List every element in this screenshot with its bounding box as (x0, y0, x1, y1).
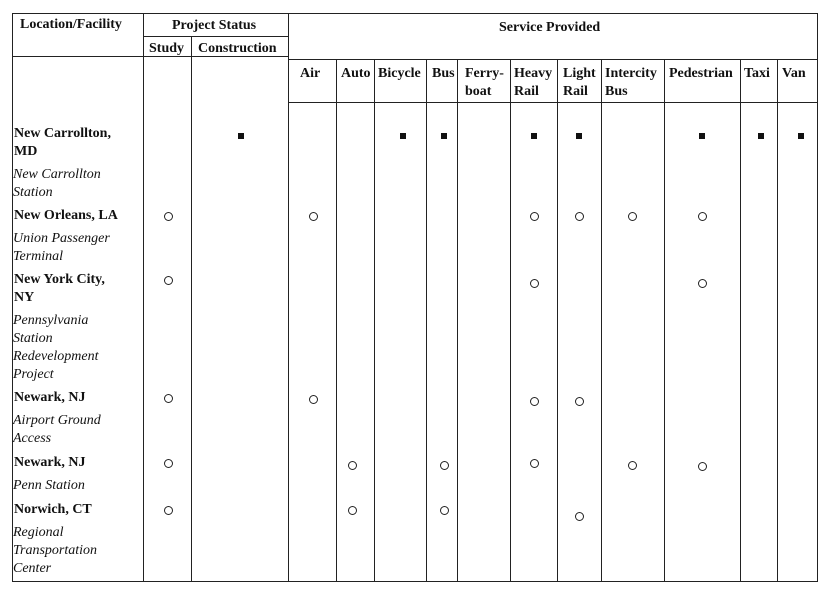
service-marker-bus (440, 506, 449, 515)
facility-name: Access (13, 431, 52, 446)
study-marker (164, 276, 173, 285)
facility-name: Station (13, 185, 53, 200)
construction-marker (238, 133, 244, 139)
service-marker-bus (441, 133, 447, 139)
facility-name: Center (13, 561, 52, 576)
service-marker-light-rail (576, 133, 582, 139)
facility-name: Pennsylvania (13, 313, 89, 328)
location-name: MD (14, 144, 38, 159)
service-header-van-line1: Van (782, 66, 806, 81)
location-name: New York City, (14, 272, 105, 287)
location-name: New Carrollton, (14, 126, 111, 141)
facility-name: Station (13, 331, 53, 346)
service-marker-pedestrian (699, 133, 705, 139)
service-header-ferry-boat-line1: Ferry- (465, 66, 504, 81)
service-marker-bus (440, 461, 449, 470)
service-marker-heavy-rail (530, 212, 539, 221)
service-marker-bicycle (400, 133, 406, 139)
service-header-light-rail-line1: Light (563, 66, 596, 81)
header-location: Location/Facility (20, 17, 122, 32)
service-marker-heavy-rail (530, 459, 539, 468)
facility-name: Redevelopment (13, 349, 99, 364)
location-name: Newark, NJ (14, 390, 86, 405)
service-header-bus-line1: Bus (432, 66, 455, 81)
facility-name: Airport Ground (13, 413, 101, 428)
service-header-intercity-bus-line2: Bus (605, 84, 628, 99)
service-header-heavy-rail-line2: Rail (514, 84, 539, 99)
header-service-provided: Service Provided (499, 20, 601, 35)
facility-name: Transportation (13, 543, 98, 558)
service-marker-auto (348, 506, 357, 515)
study-marker (164, 459, 173, 468)
header-project-status: Project Status (172, 18, 257, 33)
service-header-taxi-line1: Taxi (744, 66, 770, 81)
study-marker (164, 506, 173, 515)
header-construction: Construction (198, 41, 277, 56)
service-marker-taxi (758, 133, 764, 139)
location-name: Norwich, CT (14, 502, 92, 517)
service-marker-pedestrian (698, 462, 707, 471)
study-marker (164, 394, 173, 403)
service-header-air-line1: Air (300, 66, 321, 81)
facility-name: New Carrollton (13, 167, 101, 182)
service-marker-intercity-bus (628, 212, 637, 221)
service-marker-intercity-bus (628, 461, 637, 470)
service-marker-pedestrian (698, 279, 707, 288)
service-marker-heavy-rail (530, 279, 539, 288)
service-marker-light-rail (575, 212, 584, 221)
service-header-heavy-rail-line1: Heavy (514, 66, 553, 81)
facility-name: Penn Station (13, 478, 85, 493)
service-marker-heavy-rail (530, 397, 539, 406)
location-name: New Orleans, LA (14, 208, 118, 223)
location-name: NY (14, 290, 35, 305)
service-marker-air (309, 395, 318, 404)
service-header-intercity-bus-line1: Intercity (605, 66, 657, 81)
service-header-auto-line1: Auto (341, 66, 371, 81)
service-marker-heavy-rail (531, 133, 537, 139)
service-marker-light-rail (575, 397, 584, 406)
facility-name: Union Passenger (13, 231, 110, 246)
service-marker-auto (348, 461, 357, 470)
location-name: Newark, NJ (14, 455, 86, 470)
service-marker-air (309, 212, 318, 221)
facility-name: Project (13, 367, 54, 382)
study-marker (164, 212, 173, 221)
facility-name: Terminal (13, 249, 64, 264)
service-header-pedestrian-line1: Pedestrian (669, 66, 733, 81)
service-marker-van (798, 133, 804, 139)
facility-name: Regional (13, 525, 64, 540)
service-marker-light-rail (575, 512, 584, 521)
header-study: Study (149, 41, 185, 56)
service-marker-pedestrian (698, 212, 707, 221)
service-header-bicycle-line1: Bicycle (378, 66, 421, 81)
service-header-ferry-boat-line2: boat (465, 84, 492, 99)
service-header-light-rail-line2: Rail (563, 84, 588, 99)
